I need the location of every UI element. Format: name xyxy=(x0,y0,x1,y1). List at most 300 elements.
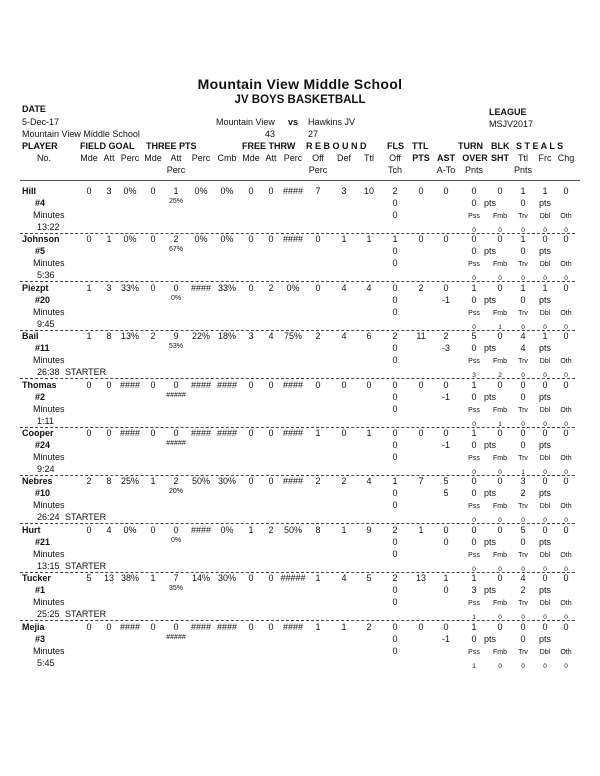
col-over: OVER xyxy=(462,153,488,163)
att-perc: 0% xyxy=(170,537,182,544)
assists: 0 xyxy=(443,186,449,196)
stl-points: 0 xyxy=(520,246,526,256)
ft-perc: 0% xyxy=(286,283,300,293)
minutes-label: Minutes xyxy=(33,355,65,365)
league-label: LEAGUE xyxy=(489,107,527,117)
fg-made: 0 xyxy=(86,186,92,196)
col-blk: BLK xyxy=(491,141,510,151)
stl-points: 0 xyxy=(520,392,526,402)
tp-perc: 0% xyxy=(194,234,208,244)
att-perc: ##### xyxy=(166,440,186,447)
tp-perc: #### xyxy=(190,283,212,293)
ft-made: 0 xyxy=(248,380,254,390)
ft-made: 0 xyxy=(248,283,254,293)
ft-att: 0 xyxy=(268,573,274,583)
tp-made: 0 xyxy=(150,380,156,390)
a-to: 0 xyxy=(443,537,449,547)
reb-ttl: 6 xyxy=(366,331,372,341)
ft-made: 0 xyxy=(248,622,254,632)
a-to: -1 xyxy=(441,392,451,402)
trv-value: 0 xyxy=(521,566,525,573)
fmb-label: Fmb xyxy=(493,552,507,559)
dbl-label: Dbl xyxy=(539,503,551,510)
report-subtitle: JV BOYS BASKETBALL xyxy=(234,94,366,106)
pts-label: pts xyxy=(538,392,552,402)
col-att-perc: Perc xyxy=(166,165,186,175)
steals: 3 xyxy=(520,476,526,486)
pss-label: Pss xyxy=(468,310,480,317)
pts-label: pts xyxy=(538,634,552,644)
player-name: Bail xyxy=(22,331,39,341)
ft-att: 0 xyxy=(268,622,274,632)
home-team: Mountain View xyxy=(216,117,275,127)
pss-label: Pss xyxy=(468,552,480,559)
tp-perc: 22% xyxy=(191,331,211,341)
reb-def: 4 xyxy=(341,573,347,583)
cmb-perc: 30% xyxy=(217,573,237,583)
col-stl-pnts: Pnts xyxy=(513,165,533,175)
dbl-label: Dbl xyxy=(539,358,551,365)
tp-att: 9 xyxy=(173,331,179,341)
trv-label: Trv xyxy=(518,358,528,365)
col-ttl: TTL xyxy=(412,141,429,151)
charges: 0 xyxy=(563,622,569,632)
ft-made: 0 xyxy=(248,234,254,244)
reb-def: 2 xyxy=(341,476,347,486)
blocks: 0 xyxy=(497,186,503,196)
steals: 0 xyxy=(520,428,526,438)
fg-made: 2 xyxy=(86,476,92,486)
cmb-perc: 0% xyxy=(220,234,234,244)
reb-def: 3 xyxy=(341,186,347,196)
minutes-label: Minutes xyxy=(33,404,65,414)
minutes-label: Minutes xyxy=(33,646,65,656)
assists: 5 xyxy=(443,476,449,486)
ft-made: 0 xyxy=(248,186,254,196)
pts-label: pts xyxy=(538,440,552,450)
oth-value: 0 xyxy=(564,227,568,234)
ft-att: 2 xyxy=(268,525,274,535)
charges: 0 xyxy=(563,428,569,438)
trv-value: 0 xyxy=(521,324,525,331)
ft-made: 0 xyxy=(248,476,254,486)
fg-perc: #### xyxy=(119,380,141,390)
minutes-label: Minutes xyxy=(33,500,65,510)
player-name: Johnson xyxy=(22,234,60,244)
oth-value: 0 xyxy=(564,469,568,476)
forced: 1 xyxy=(542,186,548,196)
trv-label: Trv xyxy=(518,649,528,656)
a-to: 0 xyxy=(443,585,449,595)
cmb-perc: 33% xyxy=(217,283,237,293)
oth-label: Oth xyxy=(560,310,572,317)
reb-ttl: 5 xyxy=(366,573,372,583)
pts-label: pts xyxy=(538,488,552,498)
fg-perc: #### xyxy=(119,622,141,632)
turnovers: 1 xyxy=(471,573,477,583)
player-row xyxy=(0,622,600,670)
pts-label: pts xyxy=(483,634,497,644)
fg-made: 1 xyxy=(86,331,92,341)
ft-att: 4 xyxy=(268,331,274,341)
player-name: Mejia xyxy=(22,622,45,632)
row3-value: 0 xyxy=(392,210,398,220)
ft-att: 0 xyxy=(268,380,274,390)
cmb-perc: 18% xyxy=(217,331,237,341)
pss-value: 1 xyxy=(472,614,476,621)
assists: 0 xyxy=(443,525,449,535)
trv-value: 0 xyxy=(521,372,525,379)
oth-value: 0 xyxy=(564,566,568,573)
tp-att: 0 xyxy=(173,428,179,438)
trv-label: Trv xyxy=(518,503,528,510)
att-perc: 35% xyxy=(168,585,184,592)
row-divider xyxy=(20,378,575,379)
pts-label: pts xyxy=(538,537,552,547)
assists: 0 xyxy=(443,428,449,438)
dbl-label: Dbl xyxy=(539,261,551,268)
fouls: 0 xyxy=(392,428,398,438)
away-team: Hawkins JV xyxy=(308,117,356,127)
pss-value: 0 xyxy=(472,324,476,331)
reb-off: 2 xyxy=(315,476,321,486)
forced: 0 xyxy=(542,234,548,244)
fg-perc: 25% xyxy=(120,476,140,486)
forced: 1 xyxy=(542,331,548,341)
col-ft-mde: Mde xyxy=(242,153,260,163)
minutes-label: Minutes xyxy=(33,210,65,220)
steals: 5 xyxy=(520,525,526,535)
pss-value: 3 xyxy=(472,372,476,379)
pss-label: Pss xyxy=(468,649,480,656)
fg-made: 0 xyxy=(86,428,92,438)
col-rebound: R E B O U N D xyxy=(306,141,367,151)
minutes-value: 1:11 xyxy=(37,416,54,426)
reb-ttl: 4 xyxy=(366,476,372,486)
att-perc: ##### xyxy=(166,392,186,399)
forced: 0 xyxy=(542,573,548,583)
pts-label: pts xyxy=(483,392,497,402)
pss-label: Pss xyxy=(468,407,480,414)
col-tp-att: Att xyxy=(170,153,182,163)
reb-def: 1 xyxy=(341,234,347,244)
points: 1 xyxy=(418,525,424,535)
fg-made: 0 xyxy=(86,622,92,632)
fg-att: 0 xyxy=(106,428,112,438)
to-points: 0 xyxy=(471,295,477,305)
points: 11 xyxy=(416,331,426,341)
dbl-value: 0 xyxy=(543,421,547,428)
fouls: 2 xyxy=(392,525,398,535)
points: 0 xyxy=(418,186,424,196)
fg-perc: #### xyxy=(119,428,141,438)
fg-att: 3 xyxy=(106,186,112,196)
assists: 2 xyxy=(443,331,449,341)
player-name: Tucker xyxy=(22,573,51,583)
oth-value: 0 xyxy=(564,614,568,621)
fmb-value: 0 xyxy=(498,517,502,524)
player-number: #21 xyxy=(35,537,51,547)
reb-ttl: 9 xyxy=(366,525,372,535)
charges: 0 xyxy=(563,331,569,341)
trv-label: Trv xyxy=(518,261,528,268)
fmb-label: Fmb xyxy=(493,600,507,607)
trv-label: Trv xyxy=(518,407,528,414)
tp-att: 7 xyxy=(173,573,179,583)
pts-label: pts xyxy=(483,295,497,305)
fg-made: 0 xyxy=(86,525,92,535)
blocks: 0 xyxy=(497,331,503,341)
touches: 0 xyxy=(392,392,398,402)
minutes-label: Minutes xyxy=(33,597,65,607)
stl-points: 2 xyxy=(520,585,526,595)
ft-made: 1 xyxy=(248,525,254,535)
fouls: 0 xyxy=(392,622,398,632)
player-number: #5 xyxy=(35,246,46,256)
col-tch: Tch xyxy=(387,165,403,175)
turnovers: 0 xyxy=(471,476,477,486)
row-divider xyxy=(20,281,575,282)
player-name: Thomas xyxy=(22,380,57,390)
charges: 0 xyxy=(563,573,569,583)
fg-perc: 33% xyxy=(120,283,140,293)
col-reb-ttl: Ttl xyxy=(364,153,374,163)
player-number: #24 xyxy=(35,440,51,450)
fg-att: 8 xyxy=(106,476,112,486)
trv-value: 0 xyxy=(521,421,525,428)
oth-label: Oth xyxy=(560,455,572,462)
trv-value: 1 xyxy=(521,469,525,476)
points: 0 xyxy=(418,622,424,632)
ft-att: 0 xyxy=(268,428,274,438)
minutes-value: 13:15 xyxy=(37,561,60,571)
oth-value: 0 xyxy=(564,275,568,282)
steals: 1 xyxy=(520,186,526,196)
blocks: 0 xyxy=(497,525,503,535)
to-points: 0 xyxy=(471,246,477,256)
points: 13 xyxy=(415,573,427,583)
row3-value: 0 xyxy=(392,258,398,268)
row3-value: 0 xyxy=(392,355,398,365)
oth-value: 0 xyxy=(564,517,568,524)
col-chg: Chg xyxy=(557,153,575,163)
player-number: #3 xyxy=(35,634,46,644)
trv-value: 0 xyxy=(521,227,525,234)
trv-label: Trv xyxy=(518,600,528,607)
reb-off: 8 xyxy=(315,525,321,535)
charges: 0 xyxy=(563,186,569,196)
ft-perc: 50% xyxy=(283,525,303,535)
to-points: 0 xyxy=(471,343,477,353)
fouls: 0 xyxy=(392,283,398,293)
reb-off: 2 xyxy=(315,331,321,341)
ft-perc: #### xyxy=(282,186,304,196)
tp-att: 1 xyxy=(173,186,179,196)
turnovers: 1 xyxy=(471,428,477,438)
blocks: 0 xyxy=(497,573,503,583)
fmb-value: 0 xyxy=(498,469,502,476)
player-name: Hurt xyxy=(22,525,41,535)
points: 2 xyxy=(418,283,424,293)
dbl-label: Dbl xyxy=(539,455,551,462)
pts-label: pts xyxy=(483,198,497,208)
dbl-value: 0 xyxy=(543,275,547,282)
assists: 0 xyxy=(443,380,449,390)
dbl-label: Dbl xyxy=(539,600,551,607)
steals: 4 xyxy=(520,573,526,583)
ft-att: 0 xyxy=(268,234,274,244)
trv-label: Trv xyxy=(518,213,528,220)
stl-points: 0 xyxy=(520,537,526,547)
charges: 0 xyxy=(563,283,569,293)
tp-att: 0 xyxy=(173,380,179,390)
player-name: Hill xyxy=(22,186,37,196)
fouls: 2 xyxy=(392,186,398,196)
minutes-label: Minutes xyxy=(33,307,65,317)
blocks: 0 xyxy=(497,428,503,438)
att-perc: 67% xyxy=(168,246,184,253)
points: 7 xyxy=(418,476,424,486)
ft-perc: #### xyxy=(282,428,304,438)
pss-label: Pss xyxy=(468,213,480,220)
player-name: Cooper xyxy=(22,428,54,438)
to-points: 0 xyxy=(471,392,477,402)
home-score: 43 xyxy=(265,129,276,139)
row3-value: 0 xyxy=(392,500,398,510)
pss-value: 0 xyxy=(472,275,476,282)
ft-perc: #### xyxy=(282,476,304,486)
a-to: 5 xyxy=(443,488,449,498)
pss-label: Pss xyxy=(468,261,480,268)
player-row xyxy=(0,573,600,621)
touches: 0 xyxy=(392,246,398,256)
reb-ttl: 2 xyxy=(366,622,372,632)
stl-points: 4 xyxy=(520,343,526,353)
row3-value: 0 xyxy=(392,452,398,462)
steals: 4 xyxy=(520,331,526,341)
trv-value: 0 xyxy=(521,663,525,670)
forced: 0 xyxy=(542,380,548,390)
col-off: Off xyxy=(312,153,324,163)
reb-ttl: 4 xyxy=(366,283,372,293)
fg-perc: 0% xyxy=(123,186,137,196)
player-number: #20 xyxy=(35,295,51,305)
col-cmb: Cmb xyxy=(217,153,237,163)
forced: 1 xyxy=(542,283,548,293)
pss-value: 0 xyxy=(472,469,476,476)
player-row xyxy=(0,234,600,282)
forced: 0 xyxy=(542,525,548,535)
pts-label: pts xyxy=(483,585,497,595)
ft-made: 0 xyxy=(248,573,254,583)
col-field-goal: FIELD GOAL xyxy=(80,141,135,151)
tp-att: 0 xyxy=(173,283,179,293)
minutes-value: 25:25 xyxy=(37,609,60,619)
col-fls: FLS xyxy=(387,141,404,151)
pss-label: Pss xyxy=(468,503,480,510)
col-tp-mde: Mde xyxy=(144,153,162,163)
to-points: 3 xyxy=(471,585,477,595)
col-free-thrw: FREE THRW xyxy=(242,141,296,151)
col-ast: AST xyxy=(437,153,455,163)
att-perc: ##### xyxy=(166,634,186,641)
col-fg-mde: Mde xyxy=(80,153,98,163)
pss-value: 0 xyxy=(472,517,476,524)
turnovers: 0 xyxy=(471,525,477,535)
reb-ttl: 1 xyxy=(366,428,372,438)
oth-value: 0 xyxy=(564,421,568,428)
a-to: -1 xyxy=(441,440,451,450)
pts-label: pts xyxy=(483,488,497,498)
assists: 1 xyxy=(443,573,449,583)
att-perc: 0% xyxy=(170,295,182,302)
fg-att: 1 xyxy=(106,234,112,244)
tp-made: 1 xyxy=(150,476,156,486)
forced: 0 xyxy=(542,428,548,438)
tp-att: 2 xyxy=(173,234,179,244)
stl-points: 0 xyxy=(520,198,526,208)
oth-value: 0 xyxy=(564,372,568,379)
player-number: #11 xyxy=(35,343,50,353)
trv-label: Trv xyxy=(518,310,528,317)
a-to: -1 xyxy=(441,634,451,644)
fg-perc: 13% xyxy=(120,331,140,341)
player-number: #10 xyxy=(35,488,51,498)
assists: 0 xyxy=(443,283,449,293)
pss-value: 0 xyxy=(472,566,476,573)
oth-value: 0 xyxy=(564,663,568,670)
player-row xyxy=(0,428,600,476)
tp-perc: #### xyxy=(190,380,212,390)
touches: 0 xyxy=(392,198,398,208)
oth-label: Oth xyxy=(560,600,572,607)
turnovers: 0 xyxy=(471,234,477,244)
blocks: 0 xyxy=(497,283,503,293)
col-fg-att: Att xyxy=(103,153,115,163)
player-name: Nebres xyxy=(22,476,53,486)
ft-perc: #### xyxy=(282,380,304,390)
turnovers: 1 xyxy=(471,283,477,293)
minutes-label: Minutes xyxy=(33,258,65,268)
dbl-value: 0 xyxy=(543,227,547,234)
fg-made: 0 xyxy=(86,380,92,390)
minutes-label: Minutes xyxy=(33,549,65,559)
dbl-label: Dbl xyxy=(539,649,551,656)
player-row xyxy=(0,525,600,573)
fmb-value: 0 xyxy=(498,227,502,234)
player-number: #4 xyxy=(35,198,46,208)
fmb-value: 0 xyxy=(498,663,502,670)
pss-label: Pss xyxy=(468,455,480,462)
venue: Mountain View Middle School xyxy=(22,129,140,139)
att-perc: 20% xyxy=(168,488,184,495)
fmb-label: Fmb xyxy=(493,261,507,268)
reb-ttl: 10 xyxy=(363,186,375,196)
tp-made: 0 xyxy=(150,234,156,244)
turnovers: 1 xyxy=(471,380,477,390)
row3-value: 0 xyxy=(392,307,398,317)
header-rule xyxy=(20,180,580,181)
assists: 0 xyxy=(443,234,449,244)
fmb-label: Fmb xyxy=(493,358,507,365)
ft-att: 0 xyxy=(268,186,274,196)
reb-def: 4 xyxy=(341,331,347,341)
fmb-value: 0 xyxy=(498,566,502,573)
row3-value: 0 xyxy=(392,404,398,414)
row3-value: 0 xyxy=(392,549,398,559)
reb-off: 0 xyxy=(315,234,321,244)
pts-label: pts xyxy=(483,537,497,547)
